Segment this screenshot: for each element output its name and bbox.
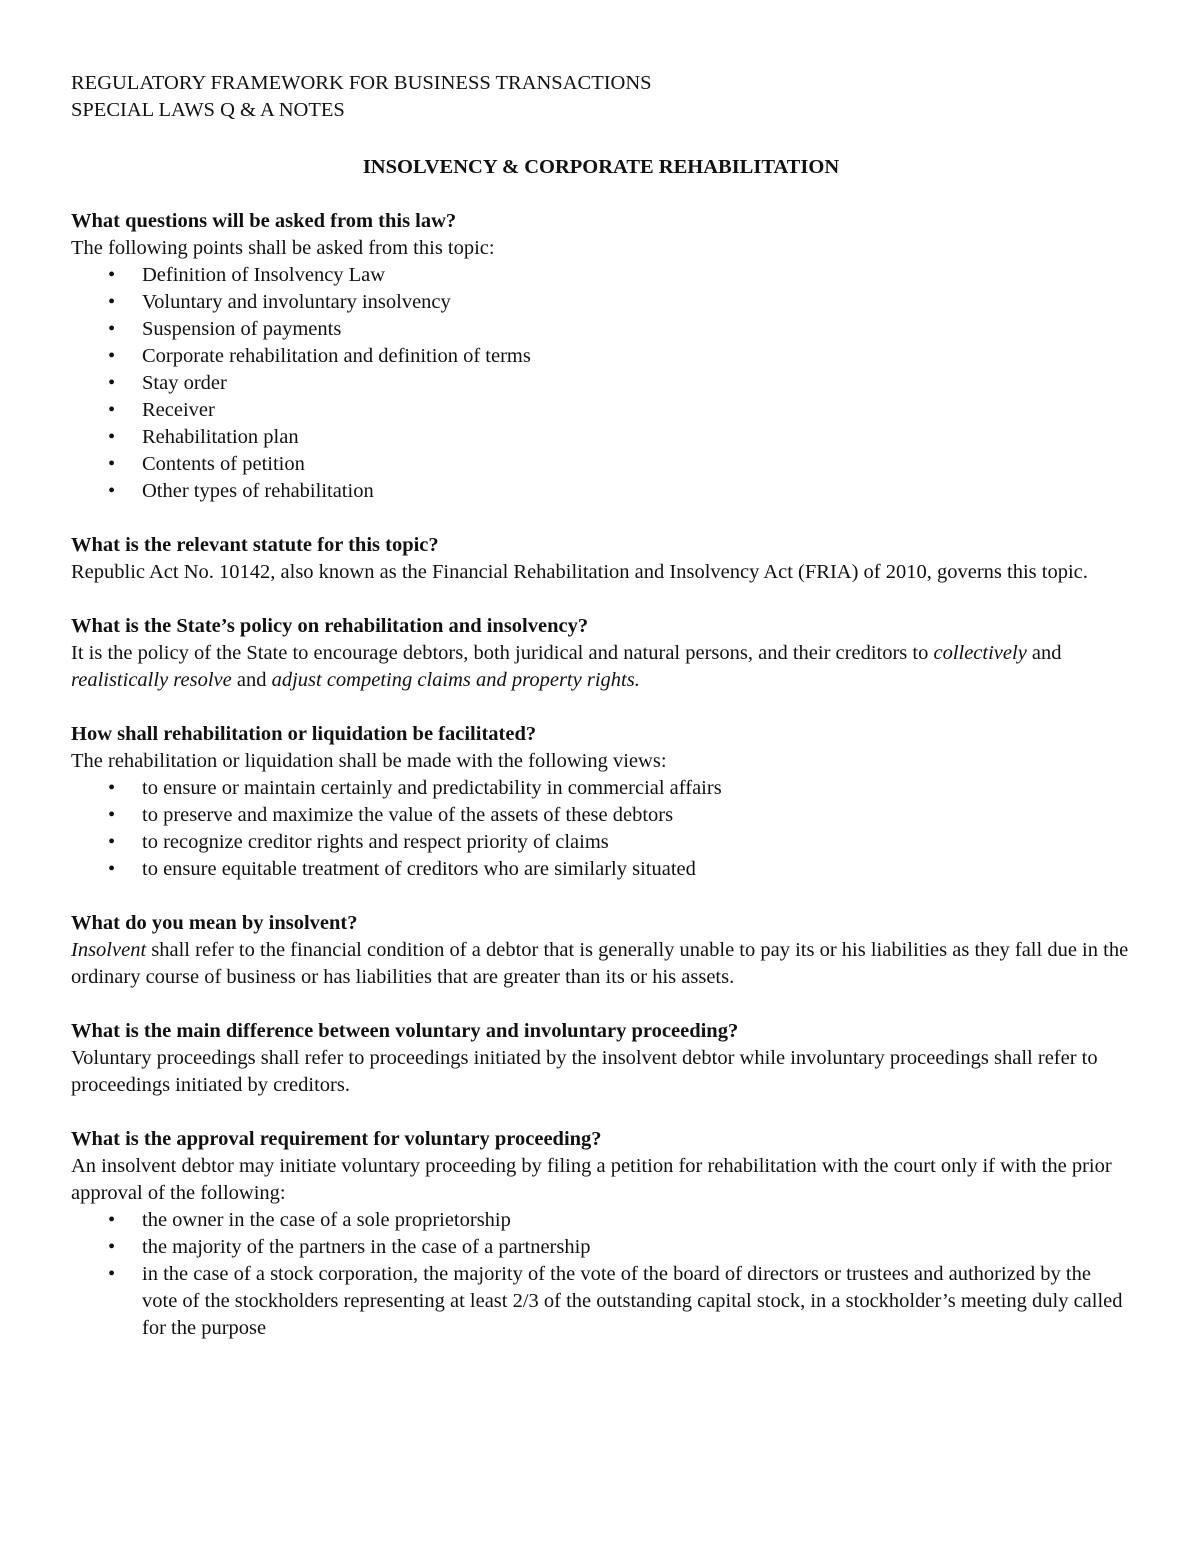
bullet-icon: • xyxy=(108,831,116,853)
question-heading: How shall rehabilitation or liquidation be facilitated? xyxy=(71,723,537,745)
list-item xyxy=(71,1261,1131,1342)
list-item-text: to ensure or maintain certainly and predictability in commercial affairs xyxy=(142,777,722,799)
section-questions xyxy=(71,208,1131,505)
question-heading: What is the main difference between voluntary and involuntary proceeding? xyxy=(71,1020,739,1042)
bullet-icon: • xyxy=(108,318,116,340)
answer-body: Voluntary proceedings shall refer to proceedings initiated by the insolvent debtor while involuntary proceedings shall refer to proceedings initiated by creditors. xyxy=(71,1047,1098,1096)
bullet-icon: • xyxy=(108,1236,116,1258)
list-item xyxy=(71,856,1131,883)
list-item xyxy=(71,316,1131,343)
list-item xyxy=(71,343,1131,370)
question-heading: What questions will be asked from this law? xyxy=(71,210,457,232)
section-facilitation xyxy=(71,721,1131,883)
bullet-icon: • xyxy=(108,399,116,421)
emphasis-text: realistically resolve xyxy=(71,669,232,691)
bullet-icon: • xyxy=(108,453,116,475)
emphasis-text: adjust competing claims and property rights. xyxy=(271,669,640,691)
answer-text: and xyxy=(1026,642,1062,664)
list-item-text: Suspension of payments xyxy=(142,318,342,340)
list-item-text: Other types of rehabilitation xyxy=(142,480,374,502)
list-item xyxy=(71,289,1131,316)
header-line-2: SPECIAL LAWS Q & A NOTES xyxy=(71,99,345,121)
answer-text: and xyxy=(231,669,272,691)
section-statute xyxy=(71,532,1131,586)
list-item-text: Contents of petition xyxy=(142,453,305,475)
bullet-icon: • xyxy=(108,345,116,367)
bullet-icon: • xyxy=(108,480,116,502)
list-item xyxy=(71,424,1131,451)
answer-body xyxy=(71,937,1131,991)
answer-body: Republic Act No. 10142, also known as the Financial Rehabilitation and Insolvency Act (FRIA) of 2010, governs this topic. xyxy=(71,561,1088,583)
list-item xyxy=(71,451,1131,478)
section-policy xyxy=(71,613,1131,694)
bullet-icon: • xyxy=(108,426,116,448)
answer-intro: An insolvent debtor may initiate voluntary proceeding by filing a petition for rehabilitation with the court only if with the prior approval of the following: xyxy=(71,1155,1112,1204)
list-item-text: Rehabilitation plan xyxy=(142,426,299,448)
list-item xyxy=(71,829,1131,856)
views-list xyxy=(71,775,1131,883)
document-content xyxy=(71,70,1131,1342)
defined-term: Insolvent xyxy=(71,939,147,961)
emphasis-text: collectively xyxy=(933,642,1027,664)
answer-intro: The following points shall be asked from this topic: xyxy=(71,237,495,259)
list-item-text: the majority of the partners in the case of a partnership xyxy=(142,1236,591,1258)
answer-body xyxy=(71,640,1131,694)
list-item xyxy=(71,775,1131,802)
bullet-icon: • xyxy=(108,804,116,826)
list-item-text: Receiver xyxy=(142,399,215,421)
bullet-icon: • xyxy=(108,1209,116,1231)
list-item-text: Voluntary and involuntary insolvency xyxy=(142,291,451,313)
list-item xyxy=(71,370,1131,397)
answer-text: It is the policy of the State to encourage debtors, both juridical and natural persons, and their creditors to xyxy=(71,642,934,664)
list-item-text: the owner in the case of a sole proprietorship xyxy=(142,1209,511,1231)
list-item-text: to recognize creditor rights and respect priority of claims xyxy=(142,831,609,853)
bullet-icon: • xyxy=(108,1263,116,1285)
section-difference xyxy=(71,1018,1131,1099)
bullet-icon: • xyxy=(108,777,116,799)
list-item-text: Definition of Insolvency Law xyxy=(142,264,386,286)
list-item xyxy=(71,1234,1131,1261)
list-item-text: to ensure equitable treatment of creditors who are similarly situated xyxy=(142,858,696,880)
question-heading: What is the approval requirement for voluntary proceeding? xyxy=(71,1128,602,1150)
approval-list xyxy=(71,1207,1131,1342)
bullet-icon: • xyxy=(108,372,116,394)
section-approval xyxy=(71,1126,1131,1342)
question-heading: What is the relevant statute for this topic? xyxy=(71,534,439,556)
list-item xyxy=(71,262,1131,289)
section-insolvent xyxy=(71,910,1131,991)
list-item xyxy=(71,1207,1131,1234)
topic-list xyxy=(71,262,1131,505)
bullet-icon: • xyxy=(108,858,116,880)
document-title: INSOLVENCY & CORPORATE REHABILITATION xyxy=(362,156,840,178)
list-item-text: to preserve and maximize the value of the assets of these debtors xyxy=(142,804,674,826)
question-heading: What is the State’s policy on rehabilitation and insolvency? xyxy=(71,615,589,637)
bullet-icon: • xyxy=(108,291,116,313)
list-item-text: in the case of a stock corporation, the majority of the vote of the board of directors or trustees and authorized by the vote of the stockholders representing at least 2/3 of the outstanding capital stock, in a stockholder’s meeting duly called for the purpose xyxy=(142,1263,1123,1339)
question-heading: What do you mean by insolvent? xyxy=(71,912,358,934)
answer-text: shall refer to the financial condition of a debtor that is generally unable to pay its or his liabilities as they fall due in the ordinary course of business or has liabilities that are greater than its or his assets. xyxy=(71,939,1129,988)
list-item xyxy=(71,397,1131,424)
header-line-1: REGULATORY FRAMEWORK FOR BUSINESS TRANSACTIONS xyxy=(71,72,652,94)
list-item-text: Stay order xyxy=(142,372,227,394)
list-item-text: Corporate rehabilitation and definition of terms xyxy=(142,345,531,367)
answer-intro: The rehabilitation or liquidation shall be made with the following views: xyxy=(71,750,667,772)
list-item xyxy=(71,802,1131,829)
bullet-icon: • xyxy=(108,264,116,286)
list-item xyxy=(71,478,1131,505)
